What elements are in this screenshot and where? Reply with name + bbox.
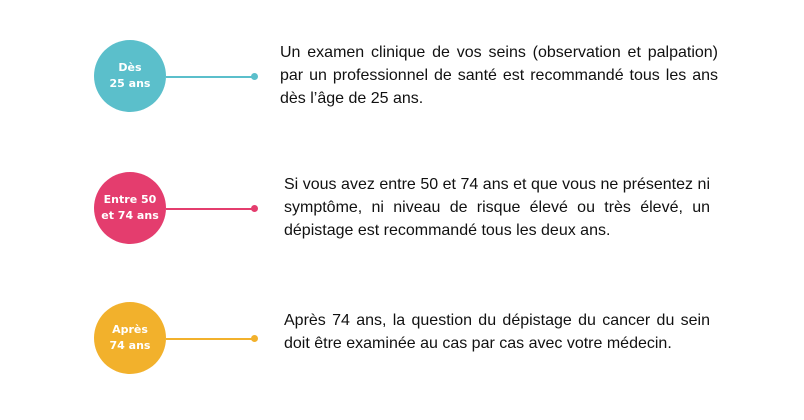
connector-line bbox=[166, 338, 254, 340]
step-description: Un examen clinique de vos seins (observation et palpation) par un professionnel de santé est recommandé tous les ans dès l’âge de 25 ans. bbox=[280, 44, 718, 107]
connector-line bbox=[166, 208, 254, 210]
connector-dot bbox=[251, 73, 258, 80]
age-circle-50-74 bbox=[94, 172, 166, 244]
age-label-line2: 25 ans bbox=[109, 77, 151, 90]
age-label-line1: Après bbox=[112, 323, 148, 336]
step-description: Si vous avez entre 50 et 74 ans et que vous ne présentez ni symptôme, ni niveau de risque élevé ou très élevé, un dépistage est recommandé tous les deux ans. bbox=[284, 176, 710, 239]
age-label-line2: et 74 ans bbox=[101, 209, 159, 222]
age-circle-25 bbox=[94, 40, 166, 112]
age-label-line1: Dès bbox=[118, 61, 142, 74]
connector-dot bbox=[251, 335, 258, 342]
step-description: Après 74 ans, la question du dépistage du cancer du sein doit être examinée au cas par cas avec votre médecin. bbox=[284, 312, 710, 352]
age-circle-74 bbox=[94, 302, 166, 374]
connector-dot bbox=[251, 205, 258, 212]
age-label-line2: 74 ans bbox=[109, 339, 151, 352]
age-label-line1: Entre 50 bbox=[103, 193, 157, 206]
connector-line bbox=[166, 76, 254, 78]
